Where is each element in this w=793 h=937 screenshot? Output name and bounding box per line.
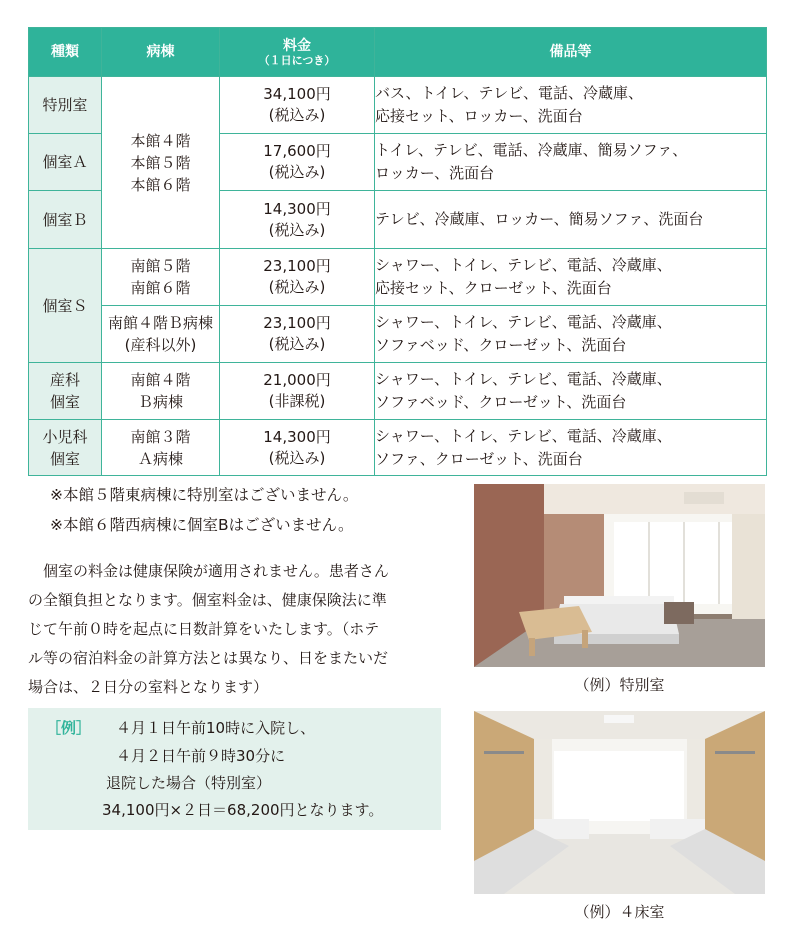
table-row [29, 420, 767, 476]
paragraph-line: 場合は、２日分の室料となります） [28, 678, 269, 696]
room-type-cell: 小児科 個室 [29, 420, 102, 476]
four-bed-room-photo [474, 711, 765, 894]
fee-cell: 14,300円 (税込み) [220, 191, 375, 249]
paragraph-line: じて午前０時を起点に日数計算をいたします。（ホテ [28, 620, 380, 638]
fee-cell: 21,000円 (非課税) [220, 363, 375, 420]
special-room-photo [474, 484, 765, 667]
table-row [29, 363, 767, 420]
header-fee [220, 28, 375, 77]
ward-cell: 南館３階 Ａ病棟 [102, 420, 220, 476]
example-line: 退院した場合（特別室） [106, 774, 272, 792]
paragraph-line: の全額負担となります。個室料金は、健康保険法に準 [28, 591, 387, 609]
example-line: 34,100円×２日＝68,200円となります。 [102, 801, 384, 819]
table-header-row [29, 28, 767, 77]
ward-cell: 南館５階 南館６階 [102, 249, 220, 306]
room-type-cell: 特別室 [29, 77, 102, 134]
example-tag: ［例］ [46, 719, 92, 737]
header-fee-sub: （１日につき） [258, 53, 336, 67]
room-type-cell: 個室Ｓ [29, 249, 102, 363]
example-line: ４月２日午前９時30分に [116, 747, 286, 765]
fee-cell: 34,100円 (税込み) [220, 77, 375, 134]
header-type: 種類 [29, 28, 102, 77]
header-fee-label: 料金 [283, 37, 311, 54]
fee-explanation [28, 557, 448, 702]
ward-cell: 南館４階 Ｂ病棟 [102, 363, 220, 420]
equipment-cell: シャワー、トイレ、テレビ、電話、冷蔵庫、 ソファベッド、クローゼット、洗面台 [375, 363, 767, 420]
example-line: ４月１日午前10時に入院し、 [116, 719, 316, 737]
table-row [29, 306, 767, 363]
room-type-cell: 産科 個室 [29, 363, 102, 420]
header-ward: 病棟 [102, 28, 220, 77]
ward-cell: 南館４階Ｂ病棟 (産科以外) [102, 306, 220, 363]
room-type-cell: 個室Ｂ [29, 191, 102, 249]
equipment-cell: シャワー、トイレ、テレビ、電話、冷蔵庫、 応接セット、クローゼット、洗面台 [375, 249, 767, 306]
equipment-cell: トイレ、テレビ、電話、冷蔵庫、簡易ソファ、 ロッカー、洗面台 [375, 134, 767, 191]
table-row [29, 77, 767, 134]
paragraph-line: 個室の料金は健康保険が適用されません。患者さん [28, 562, 389, 580]
four-bed-room-caption: （例）４床室 [574, 903, 665, 921]
ward-cell-main: 本館４階 本館５階 本館６階 [102, 77, 220, 249]
room-fee-table [28, 27, 767, 476]
table-row [29, 249, 767, 306]
equipment-cell: バス、トイレ、テレビ、電話、冷蔵庫、 応接セット、ロッカー、洗面台 [375, 77, 767, 134]
equipment-cell: シャワー、トイレ、テレビ、電話、冷蔵庫、 ソファ、クローゼット、洗面台 [375, 420, 767, 476]
equipment-cell: テレビ、冷蔵庫、ロッカー、簡易ソファ、洗面台 [375, 191, 767, 249]
room-type-cell: 個室Ａ [29, 134, 102, 191]
note-special-room: ※本館５階東病棟に特別室はございません。 [50, 486, 359, 504]
fee-cell: 23,100円 (税込み) [220, 249, 375, 306]
equipment-cell: シャワー、トイレ、テレビ、電話、冷蔵庫、 ソファベッド、クローゼット、洗面台 [375, 306, 767, 363]
example-box [28, 708, 441, 830]
special-room-caption: （例）特別室 [574, 676, 665, 694]
header-equipment: 備品等 [375, 28, 767, 77]
fee-cell: 17,600円 (税込み) [220, 134, 375, 191]
fee-cell: 14,300円 (税込み) [220, 420, 375, 476]
note-private-room-b: ※本館６階西病棟に個室Bはございません。 [50, 516, 354, 534]
fee-cell: 23,100円 (税込み) [220, 306, 375, 363]
paragraph-line: ル等の宿泊料金の計算方法とは異なり、日をまたいだ [28, 649, 389, 667]
